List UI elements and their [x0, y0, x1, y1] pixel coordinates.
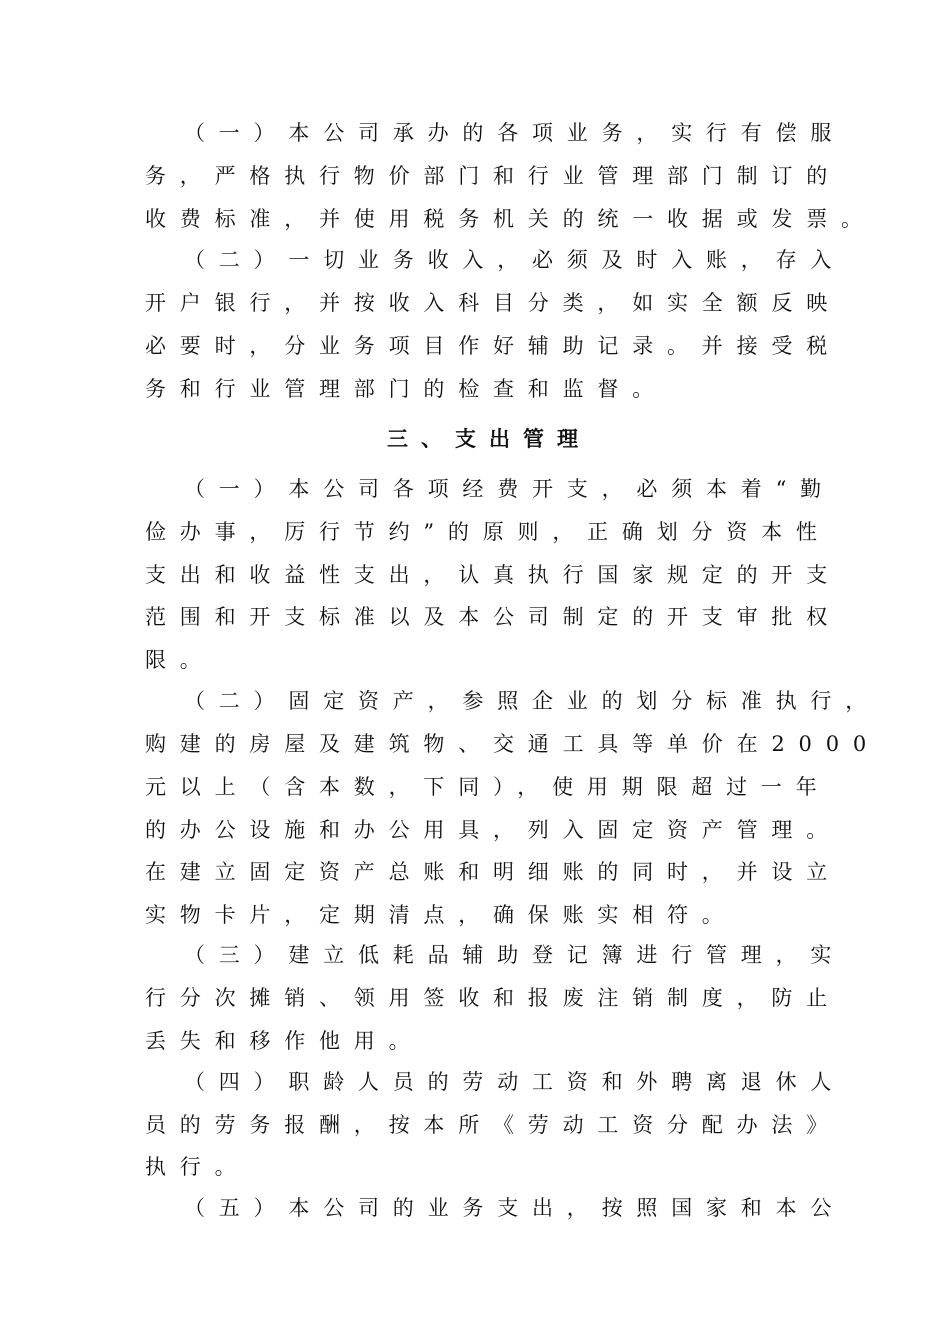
body-text-line: 执行。	[145, 1155, 250, 1179]
body-text-line: （四）职龄人员的劳动工资和外聘离退休人	[184, 1070, 846, 1094]
body-text-line: 范围和开支标准以及本公司制定的开支审批权	[145, 605, 841, 629]
body-text-line: 实物卡片，定期清点，确保账实相符。	[145, 903, 737, 927]
body-text-line: 必要时，分业务项目作好辅助记录。并接受税	[145, 334, 841, 358]
body-text-line: 的办公设施和办公用具，列入固定资产管理。	[145, 818, 841, 842]
body-text-line: 在建立固定资产总账和明细账的同时，并设立	[145, 860, 841, 884]
body-text-line: （一）本公司承办的各项业务，实行有偿服	[184, 121, 846, 145]
body-text-line: 收费标准，并使用税务机关的统一收据或发票。	[145, 207, 876, 231]
body-text-line: （三）建立低耗品辅助登记簿进行管理，实	[184, 943, 846, 967]
body-text-line: （二）固定资产，参照企业的划分标准执行，	[184, 689, 880, 713]
body-text-line: （一）本公司各项经费开支，必须本着“勤	[184, 477, 835, 501]
body-text-line: 购建的房屋及建筑物、交通工具等单价在2000	[145, 732, 881, 756]
body-text-line: 支出和收益性支出，认真执行国家规定的开支	[145, 563, 841, 587]
body-text-line: 元以上（含本数，下同），使用期限超过一年	[145, 775, 831, 799]
body-text-line: 丢失和移作他用。	[145, 1029, 424, 1053]
body-text-line: 俭办事，厉行节约”的原则，正确划分资本性	[145, 520, 831, 544]
body-text-line: 员的劳务报酬，按本所《劳动工资分配办法》	[145, 1113, 841, 1137]
body-text-line: 务，严格执行物价部门和行业管理部门制订的	[145, 164, 841, 188]
body-text-line: 务和行业管理部门的检查和监督。	[145, 377, 667, 401]
body-text-line: 开户银行，并按收入科目分类，如实全额反映	[145, 291, 841, 315]
body-text-line: 限。	[145, 648, 215, 672]
body-text-line: 行分次摊销、领用签收和报废注销制度，防止	[145, 986, 841, 1010]
section-heading: 三、支出管理	[387, 426, 591, 451]
body-text-line: （二）一切业务收入，必须及时入账，存入	[184, 248, 846, 272]
body-text-line: （五）本公司的业务支出，按照国家和本公	[184, 1196, 846, 1220]
